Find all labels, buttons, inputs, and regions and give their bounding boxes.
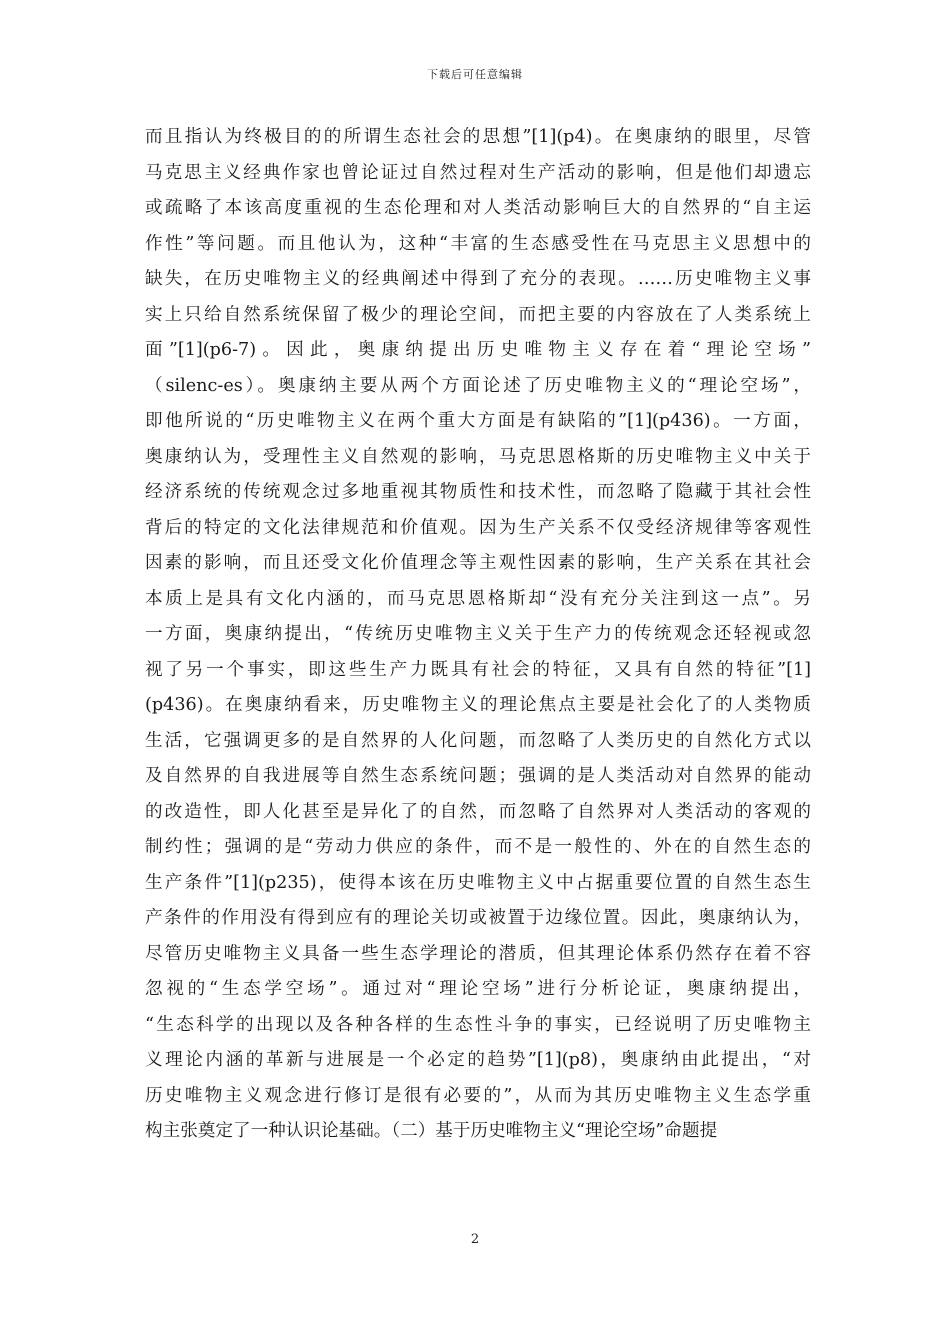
text-line: （silenc-es）。奥康纳主要从两个方面论述了历史唯物主义的“理论空场”， [145,375,811,396]
page-header: 下载后可任意编辑 [427,68,523,81]
text-line: 义理论内涵的革新与进展是一个必定的趋势”[1](p8)，奥康纳由此提出，“对 [145,1050,811,1070]
text-line: 奥康纳认为，受理性主义自然观的影响，马克思恩格斯的历史唯物主义中关于 [145,446,811,467]
text-line: 制约性；强调的是“劳动力供应的条件，而不是一般性的、外在的自然生态的 [145,837,811,857]
text-line: 忽视的“生态学空场”。通过对“理论空场”进行分析论证，奥康纳提出， [145,979,811,999]
text-line: 历史唯物主义观念进行修订是很有必要的”，从而为其历史唯物主义生态学重 [145,1085,811,1106]
text-line: 经济系统的传统观念过多地重视其物质性和技术性，而忽略了隐藏于其社会性 [145,482,811,502]
text-line: 面”[1](p6-7)。因此，奥康纳提出历史唯物主义存在着“理论空场” [145,340,811,360]
text-line: 因素的影响，而且还受文化价值理念等主观性因素的影响，生产关系在其社会 [145,553,811,573]
text-line: 构主张奠定了一种认识论基础。（二）基于历史唯物主义“理论空场”命题提 [145,1121,718,1141]
text-line: 作性”等问题。而且他认为，这种“丰富的生态感受性在马克思主义思想中的 [145,233,811,254]
text-line: 尽管历史唯物主义具备一些生态学理论的潜质，但其理论体系仍然存在着不容 [145,943,811,964]
text-line: 生活，它强调更多的是自然界的人化问题，而忽略了人类历史的自然化方式以 [145,730,811,751]
text-line: (p436)。在奥康纳看来，历史唯物主义的理论焦点主要是社会化了的人类物质 [145,695,811,715]
text-line: 视了另一个事实，即这些生产力既具有社会的特征，又具有自然的特征”[1] [145,659,811,680]
text-line: 缺失，在历史唯物主义的经典阐述中得到了充分的表现。……历史唯物主义事 [145,269,811,289]
text-line: 而且指认为终极目的的所谓生态社会的思想”[1](p4)。在奥康纳的眼里，尽管 [145,127,811,147]
text-line: 一方面，奥康纳提出，“传统历史唯物主义关于生产力的传统观念还轻视或忽 [145,624,811,644]
text-line: 产条件的作用没有得到应有的理论关切或被置于边缘位置。因此，奥康纳认为， [145,908,811,928]
text-line: 即他所说的“历史唯物主义在两个重大方面是有缺陷的”[1](p436)。一方面， [145,411,811,431]
text-line: “生态科学的出现以及各种各样的生态性斗争的事实，已经说明了历史唯物主 [145,1014,811,1035]
text-line: 及自然界的自我进展等自然生态系统问题；强调的是人类活动对自然界的能动 [145,766,811,786]
text-line: 本质上是具有文化内涵的，而马克思恩格斯却“没有充分关注到这一点”。另 [145,588,811,609]
body-text [145,120,811,1150]
text-line: 的改造性，即人化甚至是异化了的自然，而忽略了自然界对人类活动的客观的 [145,801,811,822]
text-line: 或疏略了本该高度重视的生态伦理和对人类活动影响巨大的自然界的“自主运 [145,198,811,218]
page-number: 2 [470,1232,480,1247]
text-line: 背后的特定的文化法律规范和价值观。因为生产关系不仅受经济规律等客观性 [145,517,811,538]
text-line: 生产条件”[1](p235)，使得本该在历史唯物主义中占据重要位置的自然生态生 [145,872,811,893]
text-line: 实上只给自然系统保留了极少的理论空间，而把主要的内容放在了人类系统上 [145,304,811,325]
text-line: 马克思主义经典作家也曾论证过自然过程对生产活动的影响，但是他们却遗忘 [145,162,811,183]
